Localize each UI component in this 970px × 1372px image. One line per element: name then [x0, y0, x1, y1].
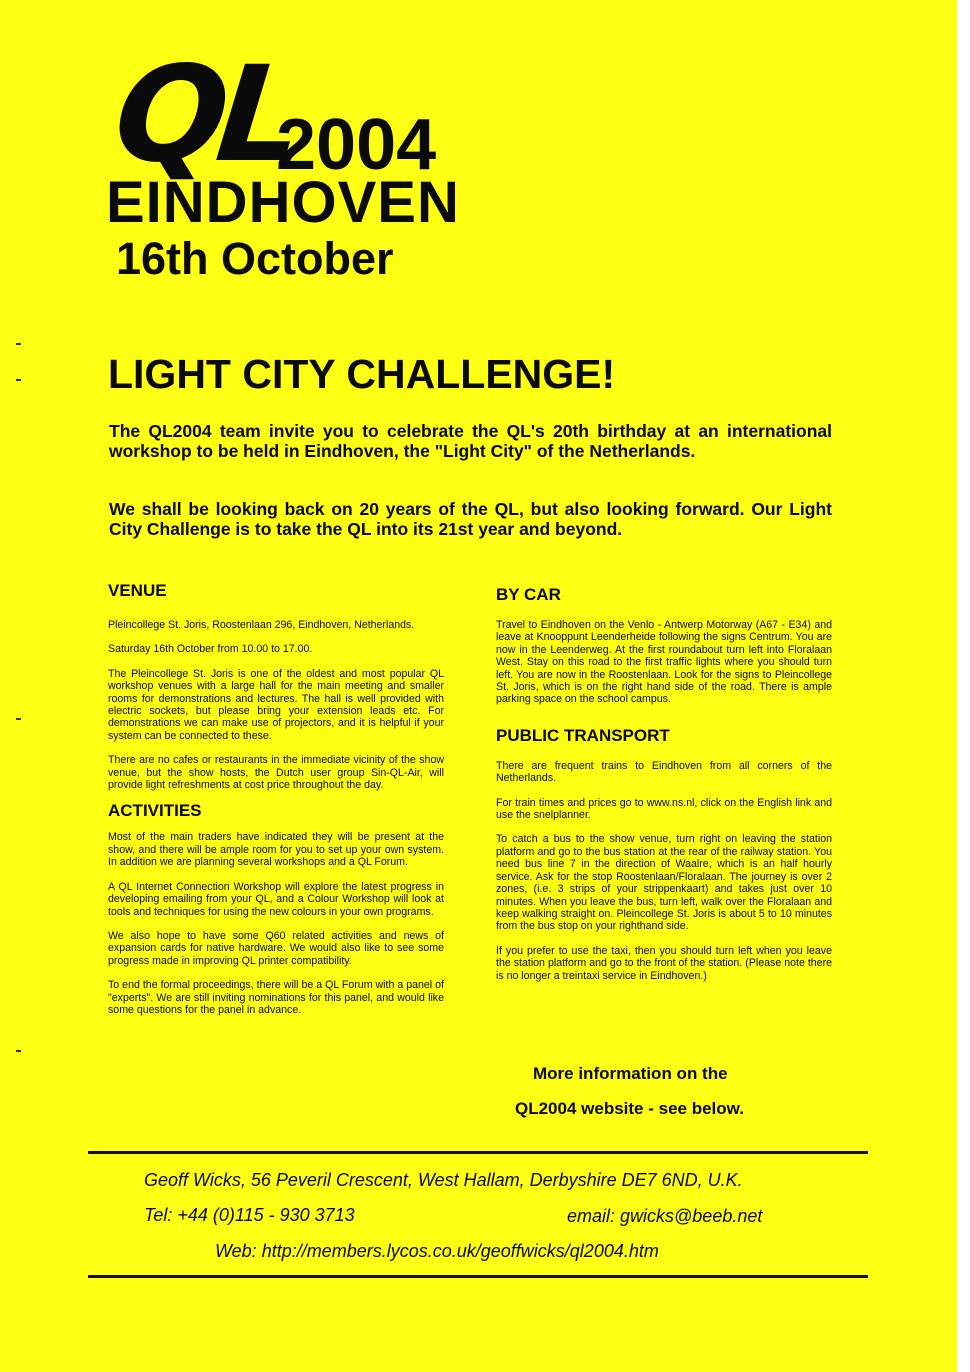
punch-mark: [16, 379, 21, 381]
activities-paragraph: To end the formal proceedings, there will be a QL Forum with a panel of "experts". We are still inviting nominations for this panel, and would like some questions for the panel in advance.: [108, 979, 444, 1016]
punch-mark: [16, 1050, 21, 1052]
public-transport-heading: PUBLIC TRANSPORT: [496, 725, 670, 745]
punch-mark: [16, 718, 21, 720]
by-car-heading: BY CAR: [496, 585, 561, 604]
headline: LIGHT CITY CHALLENGE!: [108, 351, 616, 397]
by-car-directions: Travel to Eindhoven on the Venlo - Antwerp Motorway (A67 - E34) and leave at Knooppunt Leenderheide following the signs Centrum. You are now in the Leenderweg. At the first roundabout turn left into Floralaan West. Stay on this road to the first traffic lights where you should turn left. You are now in the Roostenlaan. Look for the signs to Pleincollege St. Joris, which is on the right hand side of the road. There is ample parking space on the school campus.: [496, 619, 832, 706]
ql-logo-text: QL: [107, 38, 301, 192]
activities-paragraph: Most of the main traders have indicated they will be present at the show, and there will be ample room for you to set up your own system. In addition we are planning several workshops and a QL Forum.: [108, 831, 444, 869]
divider-rule: [88, 1151, 868, 1154]
public-transport-paragraph: If you prefer to use the taxi, then you should turn left when you leave the station platform and go to the front of the station. (Please note there is no longer a treintaxi service in Eindhoven.): [496, 944, 832, 982]
venue-time: Saturday 16th October from 10.00 to 17.00.: [108, 643, 313, 656]
more-info-line: More information on the: [533, 1064, 728, 1083]
logo-year: 2004: [276, 105, 437, 185]
public-transport-paragraph: There are frequent trains to Eindhoven from all corners of the Netherlands.: [496, 759, 832, 785]
right-column: [496, 584, 832, 982]
activities-paragraph: A QL Internet Connection Workshop will explore the latest progress in developing emailing from your QL, and a Colour Workshop will look at tools and techniques for using the new colours in your own programs.: [108, 880, 444, 918]
contact-address: Geoff Wicks, 56 Peveril Crescent, West Hallam, Derbyshire DE7 6ND, U.K.: [144, 1170, 743, 1190]
divider-rule: [88, 1275, 868, 1278]
contact-phone: Tel: +44 (0)115 - 930 3713: [144, 1205, 355, 1225]
event-date: 16th October: [116, 233, 394, 284]
contact-website: Web: http://members.lycos.co.uk/geoffwicks/ql2004.htm: [215, 1241, 659, 1261]
contact-email: email: gwicks@beeb.net: [567, 1206, 763, 1226]
activities-heading: ACTIVITIES: [108, 801, 202, 821]
public-transport-paragraph: To catch a bus to the show venue, turn right on leaving the station platform and go to the bus station at the rear of the railway station. You need bus line 7 in the direction of Waalre, which is an half hourly service. Ask for the stop Roostenlaan/Floralaan. The journey is over 2 zones, (i.e. 3 strips of your strippenkaart) and takes just over 10 minutes. When you leave the bus, turn left, walk over the Floralaan and keep walking straight on. Pleincollege St. Joris is about 5 to 10 minutes from the bus stop on your righthand side.: [496, 833, 832, 933]
venue-address: Pleincollege St. Joris, Roostenlaan 296, Eindhoven, Netherlands.: [108, 619, 415, 631]
venue-refreshments: There are no cafes or restaurants in the immediate vicinity of the show venue, but the show hosts, the Dutch user group Sin-QL-Air, will provide light refreshments at cost price throughout the day.: [108, 754, 444, 792]
venue-heading: VENUE: [108, 581, 167, 600]
left-column: [108, 580, 444, 1016]
punch-mark: [16, 343, 21, 345]
more-info-line: QL2004 website - see below.: [515, 1099, 744, 1118]
activities-paragraph: We also hope to have some Q60 related activities and news of expansion cards for native hardware. We would also like to see some progress made in improving QL printer compatibility.: [108, 929, 444, 967]
venue-description: The Pleincollege St. Joris is one of the oldest and most popular QL workshop venues with a large hall for the main meeting and smaller rooms for demonstrations and lectures. The hall is well provided with electric sockets, but please bring your extension leads etc. For demonstrations we can make use of projectors, and it is helpful if your system can be connected to these.: [108, 667, 444, 742]
intro-paragraph: We shall be looking back on 20 years of the QL, but also looking forward. Our Light City Challenge is to take the QL into its 21st year and beyond.: [109, 499, 832, 539]
public-transport-paragraph: For train times and prices go to www.ns.nl, click on the English link and use the snelplanner.: [496, 796, 832, 822]
event-city: EINDHOVEN: [106, 170, 460, 235]
intro-paragraph: The QL2004 team invite you to celebrate the QL's 20th birthday at an international workshop to be held in Eindhoven, the "Light City" of the Netherlands.: [109, 421, 832, 461]
